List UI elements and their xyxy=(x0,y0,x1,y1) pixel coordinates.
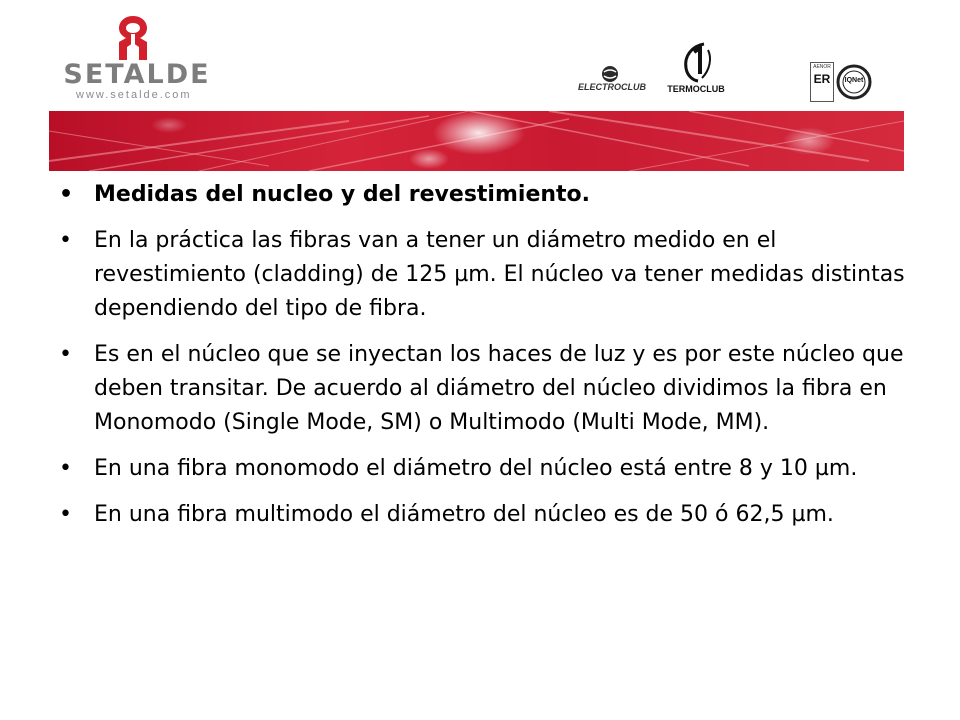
slide-content xyxy=(56,178,916,544)
setalde-wordmark: SETALDE xyxy=(63,59,211,90)
setalde-url: www.setalde.com xyxy=(76,89,192,101)
aenor-label: AENOR xyxy=(813,64,831,70)
termoclub-wordmark: TERMOCLUB xyxy=(667,84,725,94)
bullet-text: En la práctica las fibras van a tener un diámetro medido en el revestimiento (cladding) de 125 µm. El núcleo va tener medidas distintas dependiendo del tipo de fibra. xyxy=(94,228,905,321)
bullet-dot-icon: • xyxy=(59,228,72,253)
bullet-dot-icon: • xyxy=(59,342,72,367)
fiber-optic-banner-image xyxy=(49,111,904,171)
bullet-text: En una fibra multimodo el diámetro del núcleo es de 50 ó 62,5 µm. xyxy=(94,502,834,527)
electroclub-logo xyxy=(572,60,652,98)
bullet-item xyxy=(56,338,916,440)
bullet-text: Medidas del nucleo y del revestimiento. xyxy=(94,182,591,207)
bullet-list xyxy=(56,178,916,532)
electroclub-globe-icon xyxy=(600,64,620,84)
aenor-certificate-badge xyxy=(810,62,834,102)
bullet-text: Es en el núcleo que se inyectan los haces de luz y es por este núcleo que deben transitar. De acuerdo al diámetro del núcleo dividimos la fibra en Monomodo (Single Mode, SM) o Multimodo (Multi Mode, MM). xyxy=(94,342,904,435)
aenor-er-label: ER xyxy=(813,72,831,86)
bullet-dot-icon: • xyxy=(59,502,72,527)
bullet-item xyxy=(56,224,916,326)
electroclub-wordmark: ELECTROCLUB xyxy=(578,82,646,92)
bullet-text: En una fibra monomodo el diámetro del núcleo está entre 8 y 10 µm. xyxy=(94,456,858,481)
bullet-item xyxy=(56,178,916,212)
bullet-item xyxy=(56,452,916,486)
bullet-item xyxy=(56,498,916,532)
slide-header xyxy=(0,0,960,110)
setalde-logo xyxy=(52,14,222,100)
bullet-dot-icon: • xyxy=(59,182,74,207)
termoclub-logo xyxy=(660,40,732,98)
termoclub-swirl-icon xyxy=(674,40,718,84)
setalde-emblem-icon xyxy=(110,14,156,62)
iqnet-label: IQNet xyxy=(844,77,864,84)
bullet-dot-icon: • xyxy=(59,456,72,481)
certification-logos xyxy=(810,62,876,102)
fiber-optic-banner xyxy=(49,111,904,171)
